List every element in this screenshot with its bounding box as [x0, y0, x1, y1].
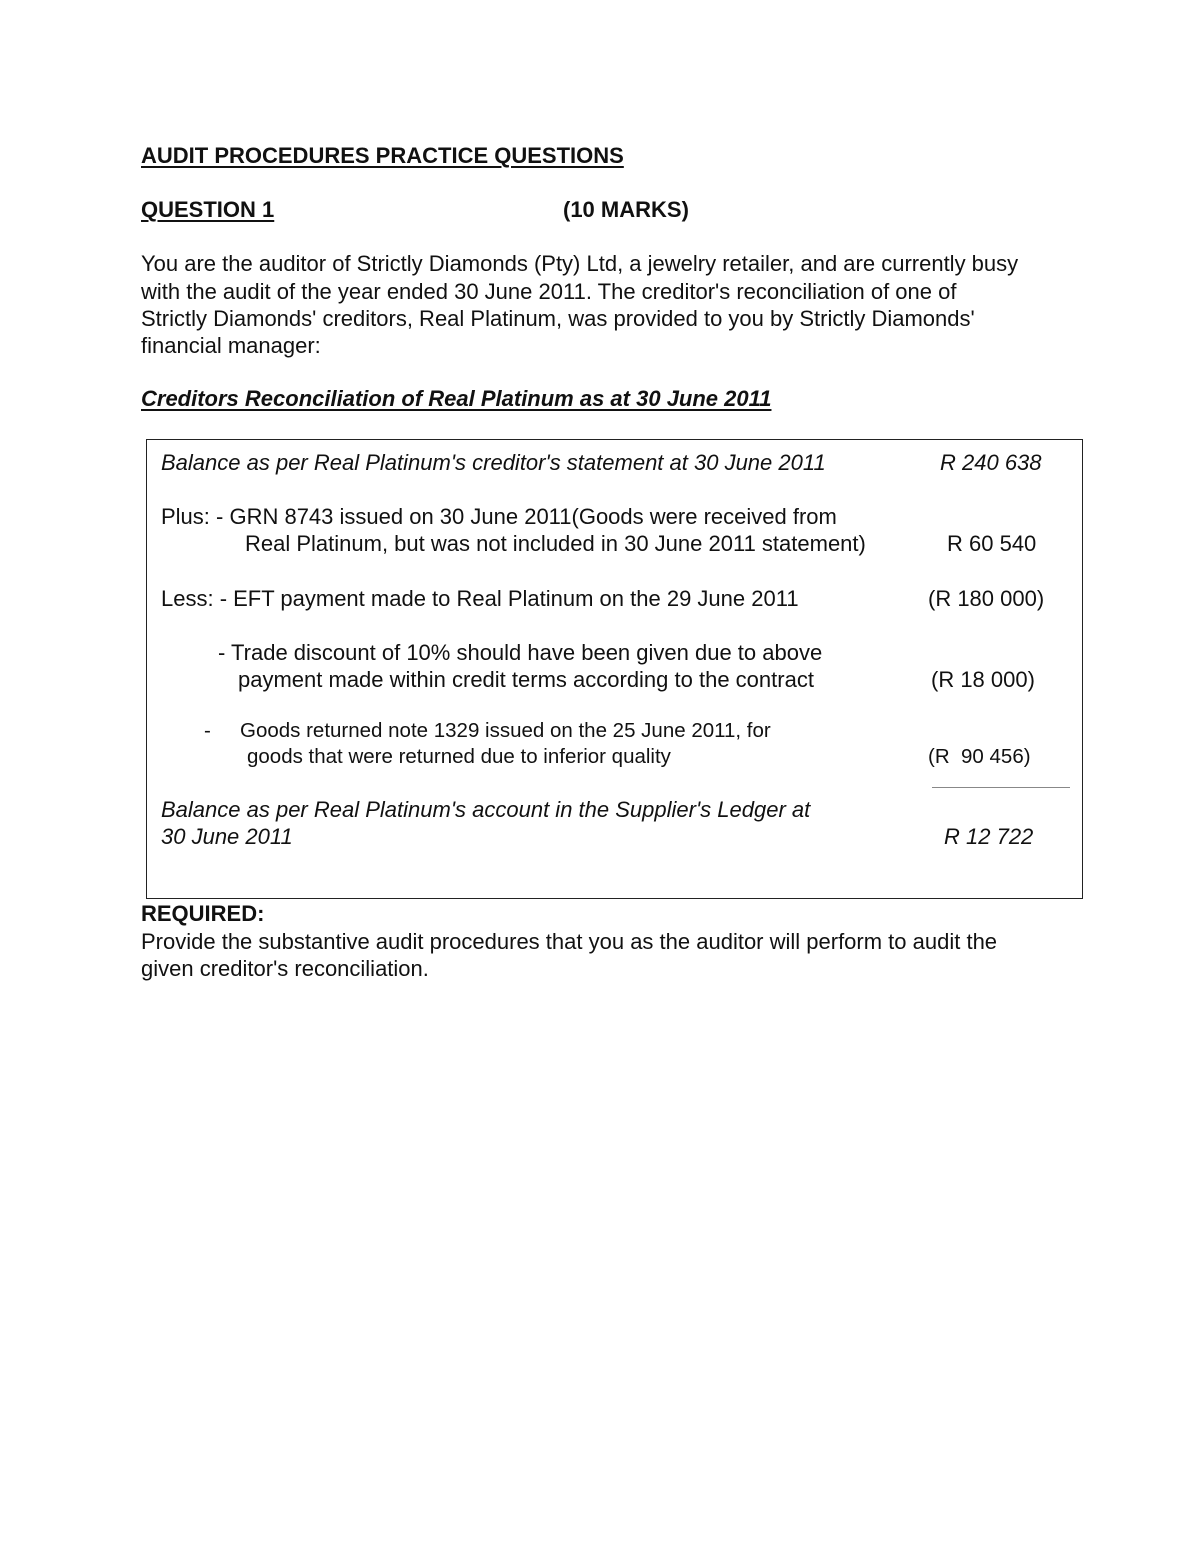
closing-balance-line-1: Balance as per Real Platinum's account in the Supplier's Ledger at [161, 797, 811, 822]
reconciliation-title: Creditors Reconciliation of Real Platinum as at 30 June 2011 [141, 386, 772, 411]
intro-line-1: You are the auditor of Strictly Diamonds (Pty) Ltd, a jewelry retailer, and are currently busy [141, 251, 1019, 276]
closing-balance-amount: R 12 722 [944, 824, 1034, 849]
plus-grn-line-1: Plus: - GRN 8743 issued on 30 June 2011(Goods were received from [161, 504, 837, 529]
opening-balance-label: Balance as per Real Platinum's creditor's statement at 30 June 2011 [161, 450, 826, 475]
required-label: REQUIRED: [141, 901, 265, 926]
opening-balance-amount: R 240 638 [940, 450, 1042, 475]
less-eft-label: Less: - EFT payment made to Real Platinum on the 29 June 2011 [161, 586, 799, 611]
closing-balance-line-2: 30 June 2011 [161, 824, 293, 849]
plus-grn-amount: R 60 540 [947, 531, 1037, 556]
plus-grn-line-2: Real Platinum, but was not included in 30 June 2011 statement) [245, 531, 866, 556]
returns-amount: (R 90 456) [928, 745, 1031, 768]
required-line-1: Provide the substantive audit procedures that you as the auditor will perform to audit the [141, 929, 998, 954]
question-label: QUESTION 1 [141, 197, 275, 222]
page-title: AUDIT PROCEDURES PRACTICE QUESTIONS [141, 143, 624, 168]
discount-line-1: - Trade discount of 10% should have been given due to above [218, 640, 823, 665]
intro-line-2: with the audit of the year ended 30 June 2011. The creditor's reconciliation of one of [141, 279, 957, 304]
returns-line-2: goods that were returned due to inferior quality [247, 745, 671, 768]
question-marks: (10 MARKS) [563, 197, 689, 222]
less-eft-amount: (R 180 000) [928, 586, 1045, 611]
discount-amount: (R 18 000) [931, 667, 1035, 692]
intro-line-4: financial manager: [141, 333, 321, 358]
required-line-2: given creditor's reconciliation. [141, 956, 429, 981]
intro-line-3: Strictly Diamonds' creditors, Real Platinum, was provided to you by Strictly Diamonds' [141, 306, 975, 331]
returns-line-1: Goods returned note 1329 issued on the 25 June 2011, for [240, 719, 771, 742]
discount-line-2: payment made within credit terms according to the contract [238, 667, 814, 692]
total-rule [932, 787, 1070, 788]
returns-dash: - [204, 719, 211, 742]
